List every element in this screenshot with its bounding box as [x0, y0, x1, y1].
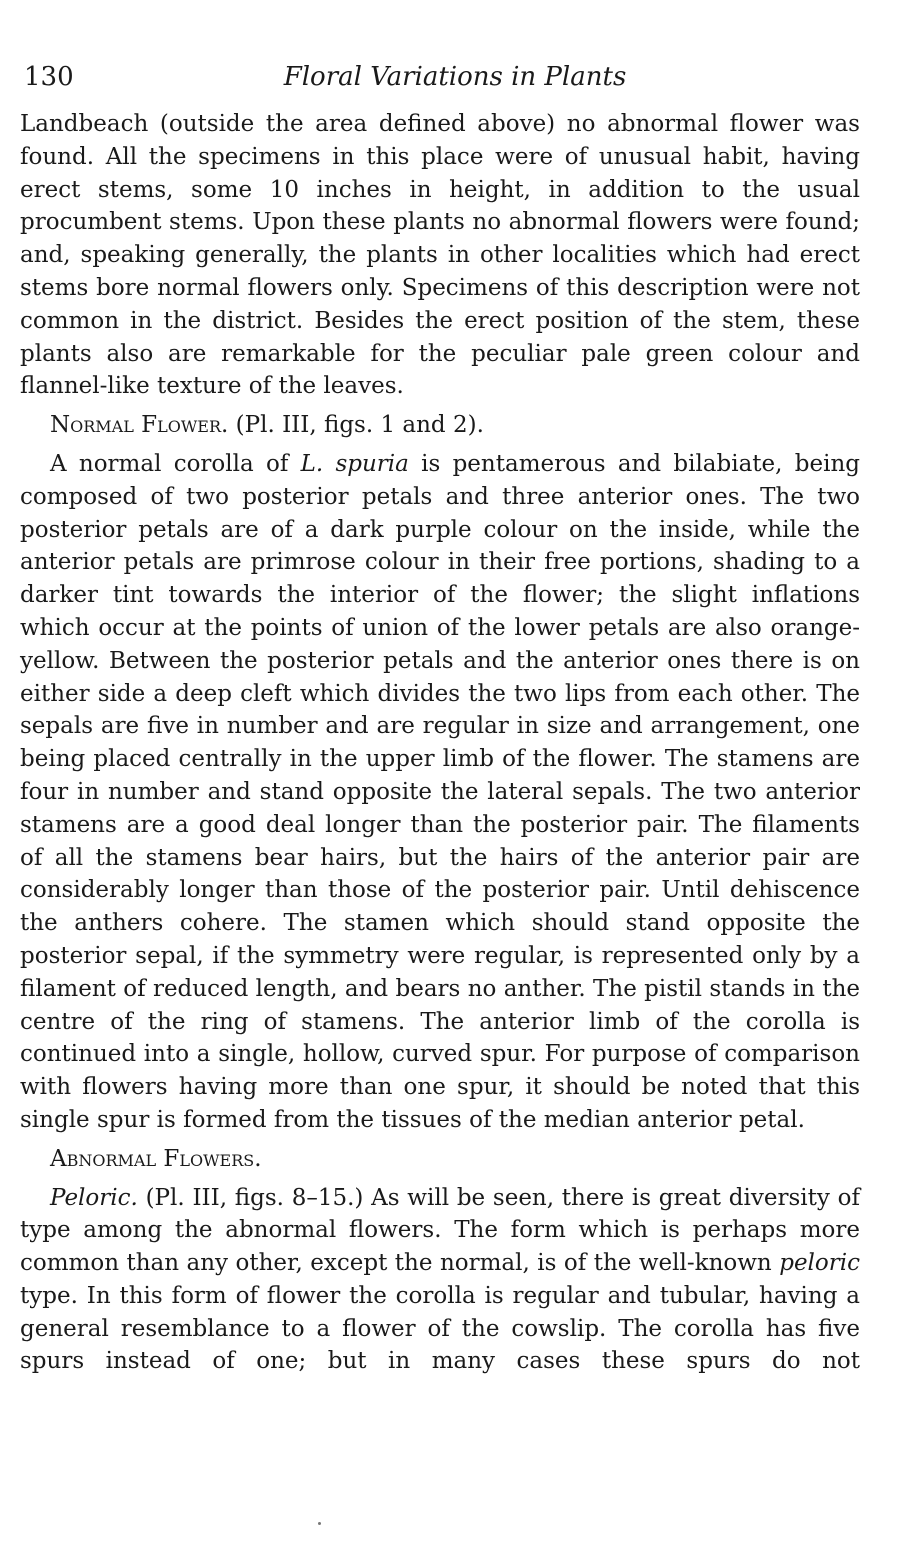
book-page — [20, 62, 860, 1378]
page-number: 130 — [24, 62, 74, 92]
paragraph-normal-corolla — [20, 448, 860, 1137]
section-heading-normal-flower — [20, 409, 860, 442]
peloric-term-inline: peloric — [779, 1250, 860, 1277]
paragraph-peloric — [20, 1182, 860, 1379]
print-speck — [318, 1522, 321, 1525]
paragraph-peloric-start: (Pl. III, figs. 8–15.) As will be seen, there is great diversity of type among the abnormal flowers. The form which is perhaps more common than any other, except the normal, is of the well-known — [20, 1184, 860, 1277]
running-title: Floral Variations in Plants — [283, 62, 627, 92]
heading-normal-flower-title: Normal Flower. — [50, 412, 229, 439]
running-head — [20, 62, 860, 108]
paragraph-peloric-body: type. In this form of flower the corolla is regular and tubular, having a general resemblance to a flower of the cowslip. The corolla has five spurs instead of one; but in many cases these spurs do not — [20, 1282, 860, 1375]
species-name: L. spuria — [300, 450, 409, 477]
heading-normal-flower-ref: (Pl. III, figs. 1 and 2). — [228, 412, 484, 439]
section-heading-abnormal-flowers: Abnormal Flowers. — [50, 1145, 262, 1172]
paragraph-landbeach: Landbeach (outside the area defined above) no abnormal flower was found. All the specimens in this place were of unusual habit, having erect stems, some 10 inches in height, in addition to the usual procumbent stems. Upon these plants no abnormal flowers were found; and, speaking generally, the plants in other localities which had erect stems bore normal flowers only. Specimens of this description were not common in the district. Besides the erect position of the stem, these plants also are remarkable for the peculiar pale green colour and flannel-like texture of the leaves. — [20, 111, 860, 400]
paragraph-normal-corolla-body: is pentamerous and bilabiate, being composed of two posterior petals and three anterior ones. The two posterior petals are of a dark purple colour on the inside, while the anterior petals are primrose colour in their free portions, shading to a darker tint towards the interior of the flower; the slight inflations which occur at the points of union of the lower petals are also orange-yellow. Between the posterior petals and the anterior ones there is on either side a deep cleft which divides the two lips from each other. The sepals are five in number and are regular in size and arrangement, one being placed centrally in the upper limb of the flower. The stamens are four in number and stand opposite the lateral sepals. The two anterior stamens are a good deal longer than the posterior pair. The filaments of all the stamens bear hairs, but the hairs of the anterior pair are considerably longer than those of the posterior pair. Until dehiscence the anthers cohere. The stamen which should stand opposite the posterior sepal, if the symmetry were regular, is represented only by a filament of reduced length, and bears no anther. The pistil stands in the centre of the ring of stamens. The anterior limb of the corolla is continued into a single, hollow, curved spur. For purpose of comparison with flowers having more than one spur, it should be noted that this single spur is formed from the tissues of the median anterior petal. — [20, 450, 860, 1133]
peloric-term: Peloric. — [50, 1184, 138, 1211]
paragraph-normal-corolla-start: A normal corolla of — [50, 450, 301, 477]
